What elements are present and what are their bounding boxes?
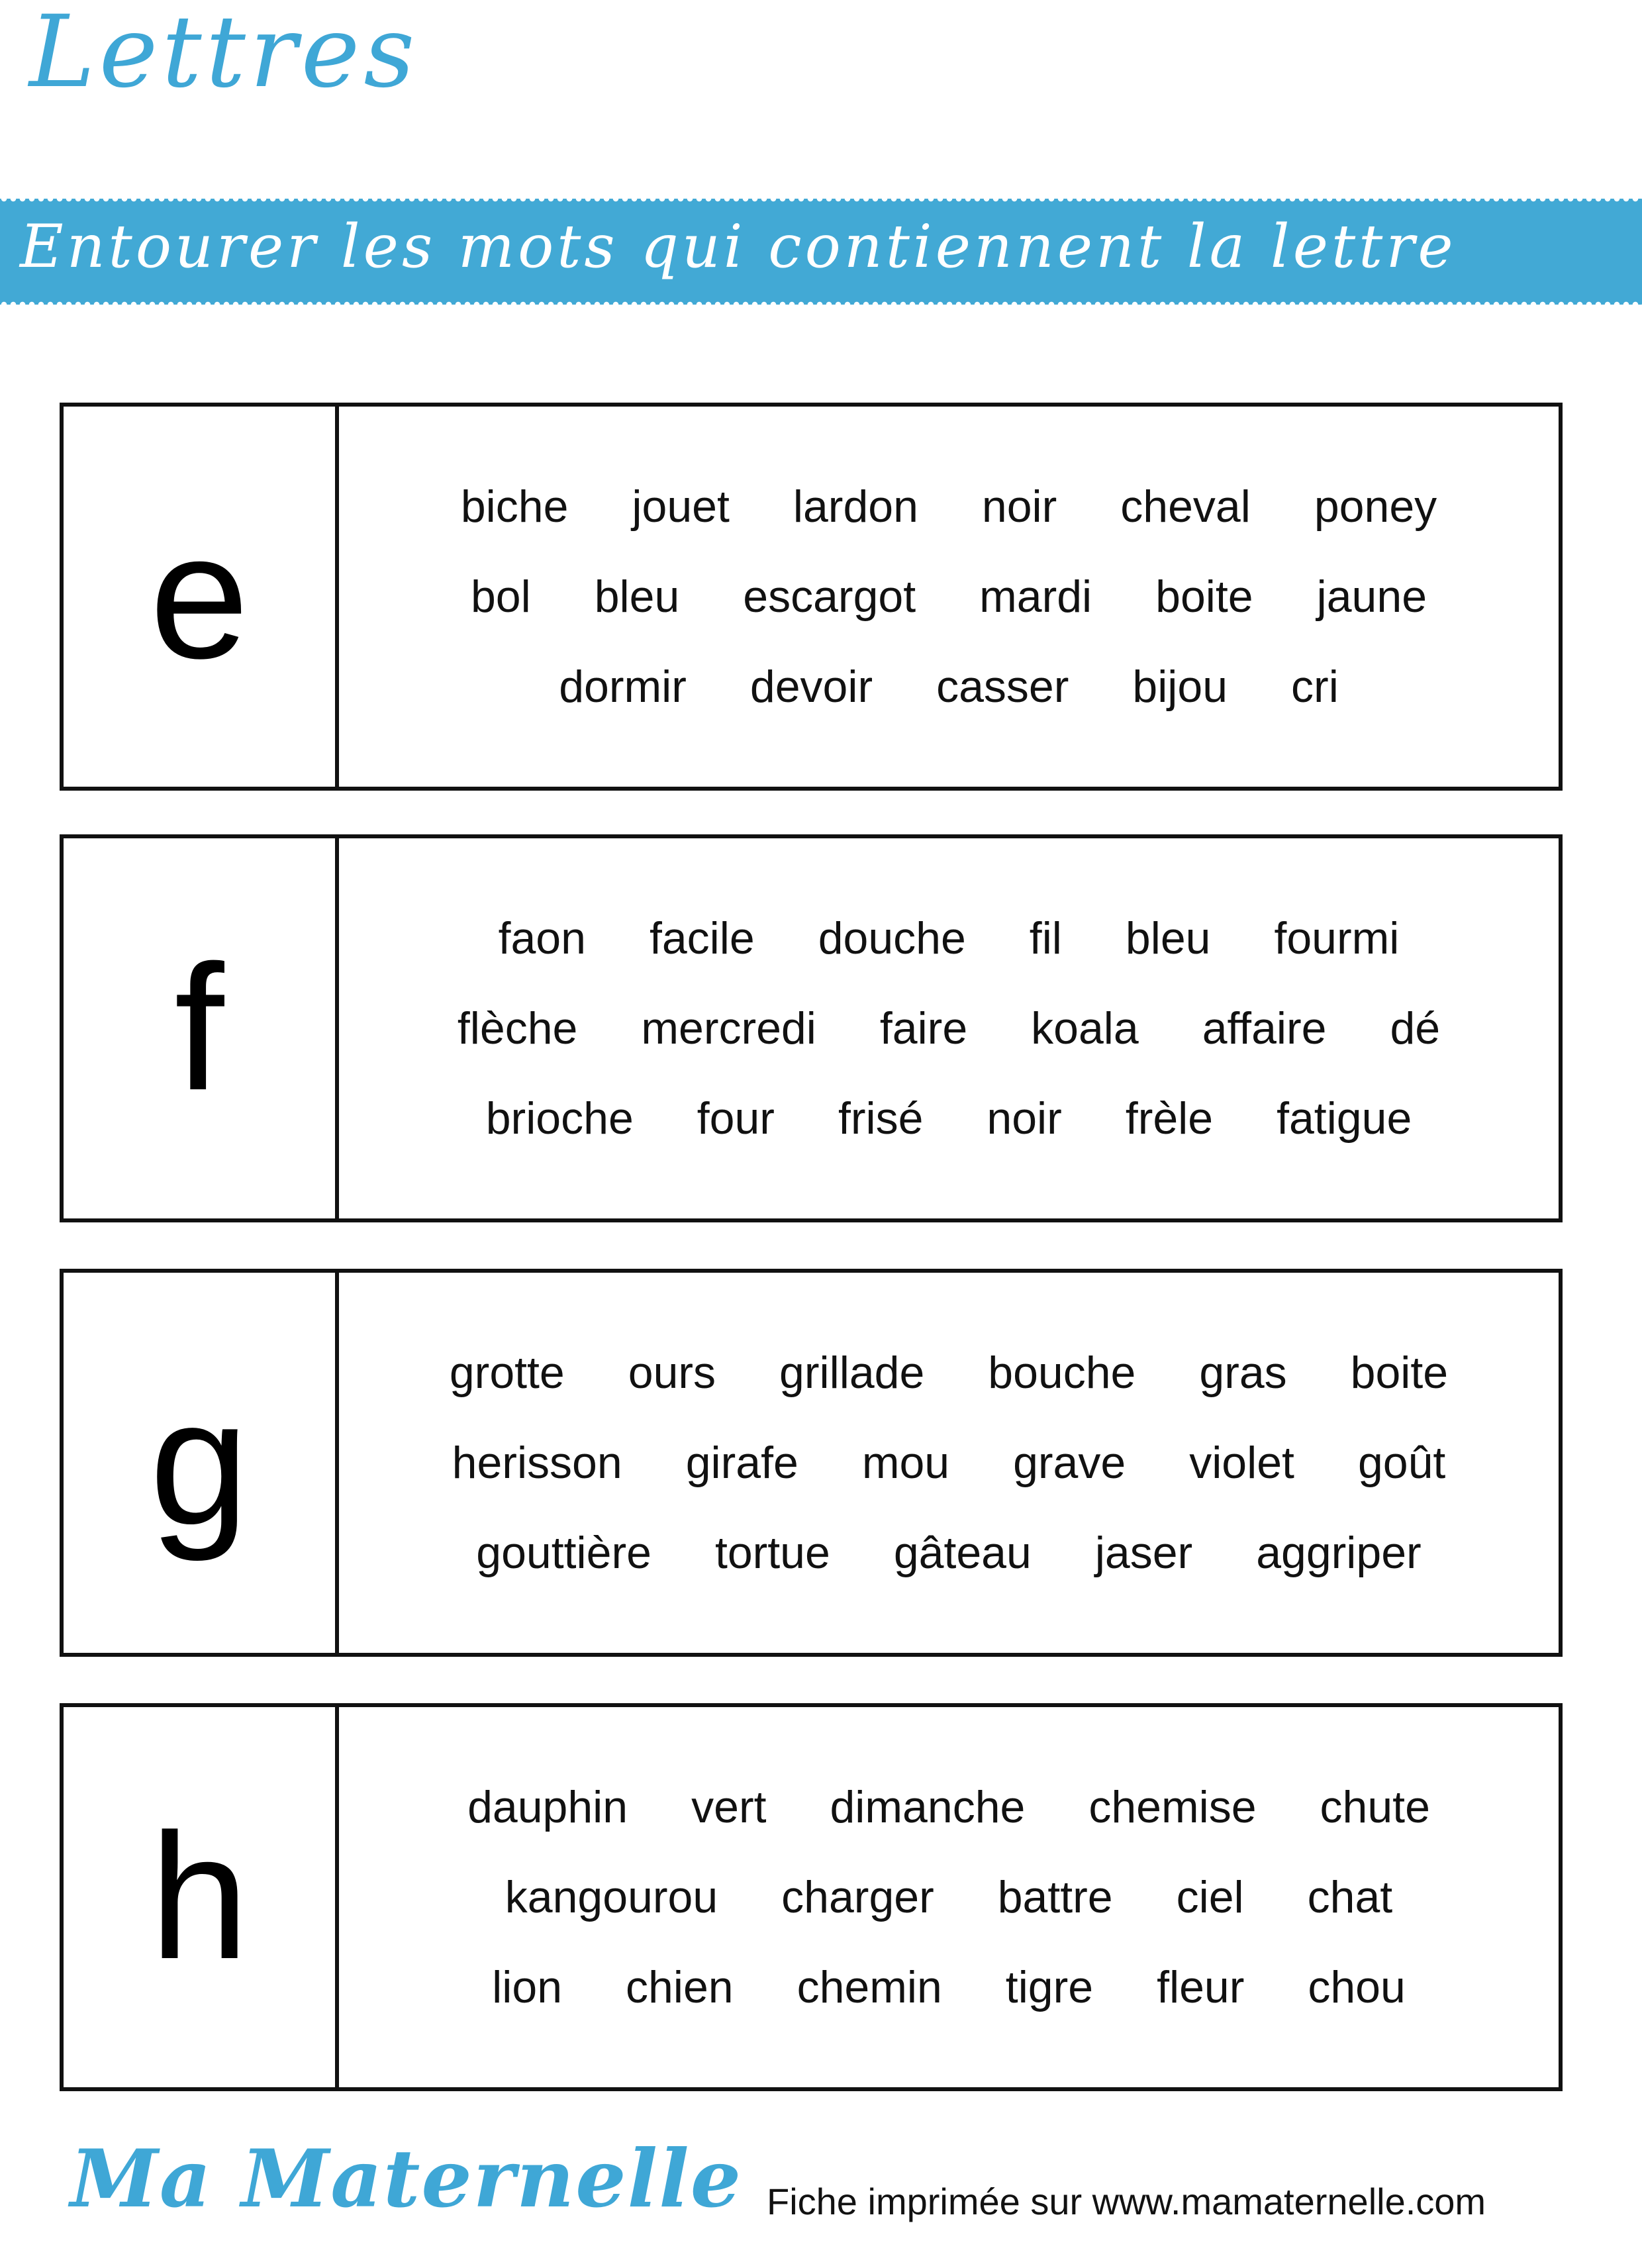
word-grid (339, 1273, 1559, 1653)
word[interactable]: bouche (988, 1348, 1136, 1398)
word-row (365, 1093, 1532, 1144)
exercise-box-h (60, 1703, 1563, 2091)
word[interactable]: herisson (452, 1438, 622, 1488)
word[interactable]: chou (1308, 1962, 1406, 2012)
word[interactable]: douche (818, 913, 966, 963)
exercise-box-g (60, 1269, 1563, 1657)
word[interactable]: devoir (749, 662, 873, 712)
word[interactable]: aggriper (1256, 1528, 1422, 1578)
word[interactable]: fatigue (1277, 1093, 1412, 1144)
page-title: Lettres (29, 0, 419, 110)
word[interactable]: bleu (594, 571, 680, 622)
word-grid (339, 1707, 1559, 2087)
word[interactable]: charger (781, 1872, 934, 1922)
word[interactable]: fleur (1157, 1962, 1245, 2012)
word[interactable]: mercredi (641, 1003, 816, 1054)
word[interactable]: cheval (1120, 481, 1251, 532)
word[interactable]: gouttière (476, 1528, 652, 1578)
letter-cell (64, 407, 339, 787)
word[interactable]: chat (1307, 1872, 1393, 1922)
word[interactable]: ours (628, 1348, 716, 1398)
word[interactable]: dormir (559, 662, 687, 712)
word[interactable]: grave (1013, 1438, 1126, 1488)
word[interactable]: brioche (485, 1093, 634, 1144)
word[interactable]: girafe (685, 1438, 798, 1488)
target-letter: f (174, 928, 224, 1128)
word[interactable]: lardon (793, 481, 918, 532)
word-row (365, 571, 1532, 622)
word-row (365, 1527, 1532, 1579)
word[interactable]: affaire (1202, 1003, 1327, 1054)
word-row (365, 1437, 1532, 1489)
instruction-text: Entourer les mots qui contiennent la lettre (20, 212, 1457, 281)
word[interactable]: casser (936, 662, 1069, 712)
word[interactable]: boite (1350, 1348, 1449, 1398)
letter-cell (64, 1273, 339, 1653)
target-letter: h (149, 1797, 250, 1997)
word[interactable]: jaune (1316, 571, 1427, 622)
word[interactable]: mardi (979, 571, 1092, 622)
word[interactable]: flèche (457, 1003, 578, 1054)
letter-cell (64, 838, 339, 1218)
word[interactable]: gras (1199, 1348, 1287, 1398)
word[interactable]: boite (1155, 571, 1253, 622)
word[interactable]: goût (1357, 1438, 1446, 1488)
word[interactable]: kangourou (505, 1872, 718, 1922)
word[interactable]: grotte (449, 1348, 565, 1398)
word-row (365, 1781, 1532, 1833)
word[interactable]: grillade (779, 1348, 925, 1398)
word[interactable]: four (697, 1093, 775, 1144)
word[interactable]: dé (1390, 1003, 1441, 1054)
word[interactable]: dimanche (830, 1782, 1026, 1832)
word[interactable]: bol (470, 571, 531, 622)
word[interactable]: escargot (743, 571, 916, 622)
word-row (365, 1347, 1532, 1399)
word[interactable]: biche (460, 481, 569, 532)
word[interactable]: dauphin (467, 1782, 628, 1832)
word[interactable]: koala (1031, 1003, 1139, 1054)
letter-cell (64, 1707, 339, 2087)
word[interactable]: poney (1314, 481, 1437, 532)
word[interactable]: jouet (632, 481, 730, 532)
word[interactable]: noir (981, 481, 1057, 532)
word-row (365, 1961, 1532, 2013)
word[interactable]: facile (649, 913, 755, 963)
word[interactable]: battre (997, 1872, 1113, 1922)
word[interactable]: chute (1320, 1782, 1430, 1832)
target-letter: e (149, 497, 250, 696)
word[interactable]: frisé (838, 1093, 924, 1144)
word[interactable]: tigre (1005, 1962, 1094, 2012)
word-row (365, 1871, 1532, 1923)
word[interactable]: vert (691, 1782, 767, 1832)
word[interactable]: chien (626, 1962, 734, 2012)
word-grid (339, 407, 1559, 787)
target-letter: g (149, 1363, 250, 1562)
word-row (365, 481, 1532, 532)
word[interactable]: gâteau (893, 1528, 1032, 1578)
word[interactable]: violet (1189, 1438, 1294, 1488)
exercise-box-f (60, 834, 1563, 1222)
word[interactable]: noir (987, 1093, 1062, 1144)
word[interactable]: tortue (714, 1528, 830, 1578)
word[interactable]: mou (861, 1438, 950, 1488)
word[interactable]: fourmi (1274, 913, 1400, 963)
word[interactable]: jaser (1094, 1528, 1193, 1578)
word[interactable]: fil (1029, 913, 1062, 963)
word-grid (339, 838, 1559, 1218)
word[interactable]: chemin (797, 1962, 942, 2012)
footer-credit: Fiche imprimée sur www.mamaternelle.com (767, 2181, 1486, 2222)
word-row (365, 912, 1532, 964)
word[interactable]: faire (879, 1003, 968, 1054)
exercise-box-e (60, 403, 1563, 791)
word-row (365, 1003, 1532, 1054)
instruction-banner (0, 199, 1642, 305)
word[interactable]: cri (1291, 662, 1339, 712)
word[interactable]: lion (492, 1962, 563, 2012)
word[interactable]: frèle (1125, 1093, 1214, 1144)
word[interactable]: bijou (1132, 662, 1228, 712)
word[interactable]: bleu (1125, 913, 1211, 963)
word-row (365, 661, 1532, 713)
word[interactable]: ciel (1176, 1872, 1244, 1922)
word[interactable]: chemise (1088, 1782, 1257, 1832)
word[interactable]: faon (498, 913, 586, 963)
brand-logo: Ma Maternelle (70, 2132, 743, 2226)
